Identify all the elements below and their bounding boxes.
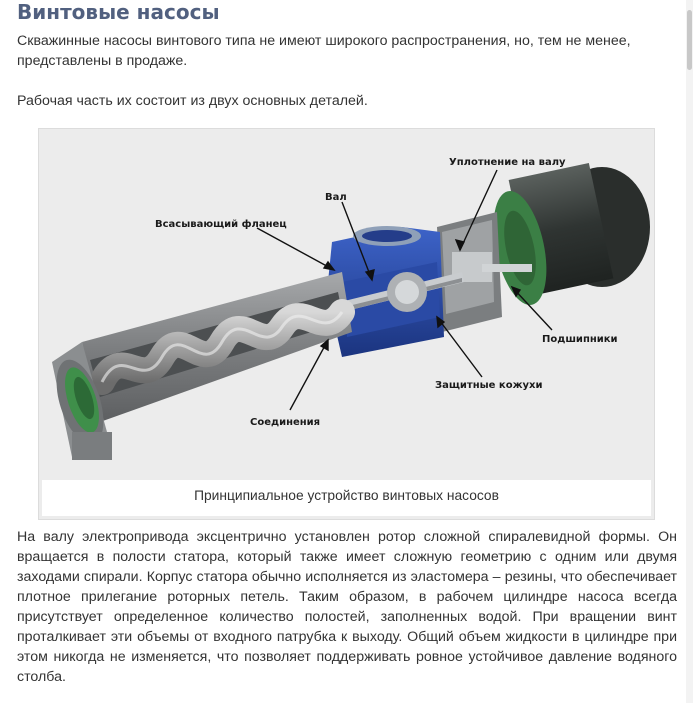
label-guards: Защитные кожухи	[435, 380, 543, 391]
body-paragraph: На валу электропривода эксцентрично установлен ротор сложной спиралевидной формы. Он вращается в полости статора, который также имеет сложную геометрию с одним или двумя заходами спирали. Корпус статора обычно исполняется из эластомера – резины, что обеспечивает плотное прилегание роторных петель. Таким образом, в рабочем цилиндре насоса всегда присутствует определенное количество полостей, заполненных водой. При вращении винт проталкивает эти объемы от входного патрубка к выходу. Общий объем жидкости в цилиндре при этом никогда не изменяется, что позволяет поддерживать ровное устойчивое давление водяного столба.	[17, 529, 677, 685]
label-joints: Соединения	[250, 417, 321, 428]
label-suction-flange: Всасывающий фланец	[155, 219, 287, 230]
scrollbar-thumb[interactable]	[687, 10, 692, 70]
label-bearings: Подшипники	[542, 334, 618, 345]
article-title: Винтовые насосы	[17, 0, 220, 24]
caption-box	[42, 480, 651, 516]
label-shaft: Вал	[325, 192, 347, 203]
figure-caption: Принципиальное устройство винтовых насосов	[194, 488, 499, 503]
label-shaft-seal: Уплотнение на валу	[449, 157, 566, 168]
page-scrollbar[interactable]	[686, 0, 693, 703]
figure	[38, 128, 655, 520]
pump-cutaway-illustration	[42, 132, 651, 477]
intro-paragraph: Скважинные насосы винтового типа не имеют широкого распространения, но, тем не менее, представлены в продаже.	[17, 33, 631, 69]
parts-paragraph: Рабочая часть их состоит из двух основных деталей.	[17, 93, 368, 109]
